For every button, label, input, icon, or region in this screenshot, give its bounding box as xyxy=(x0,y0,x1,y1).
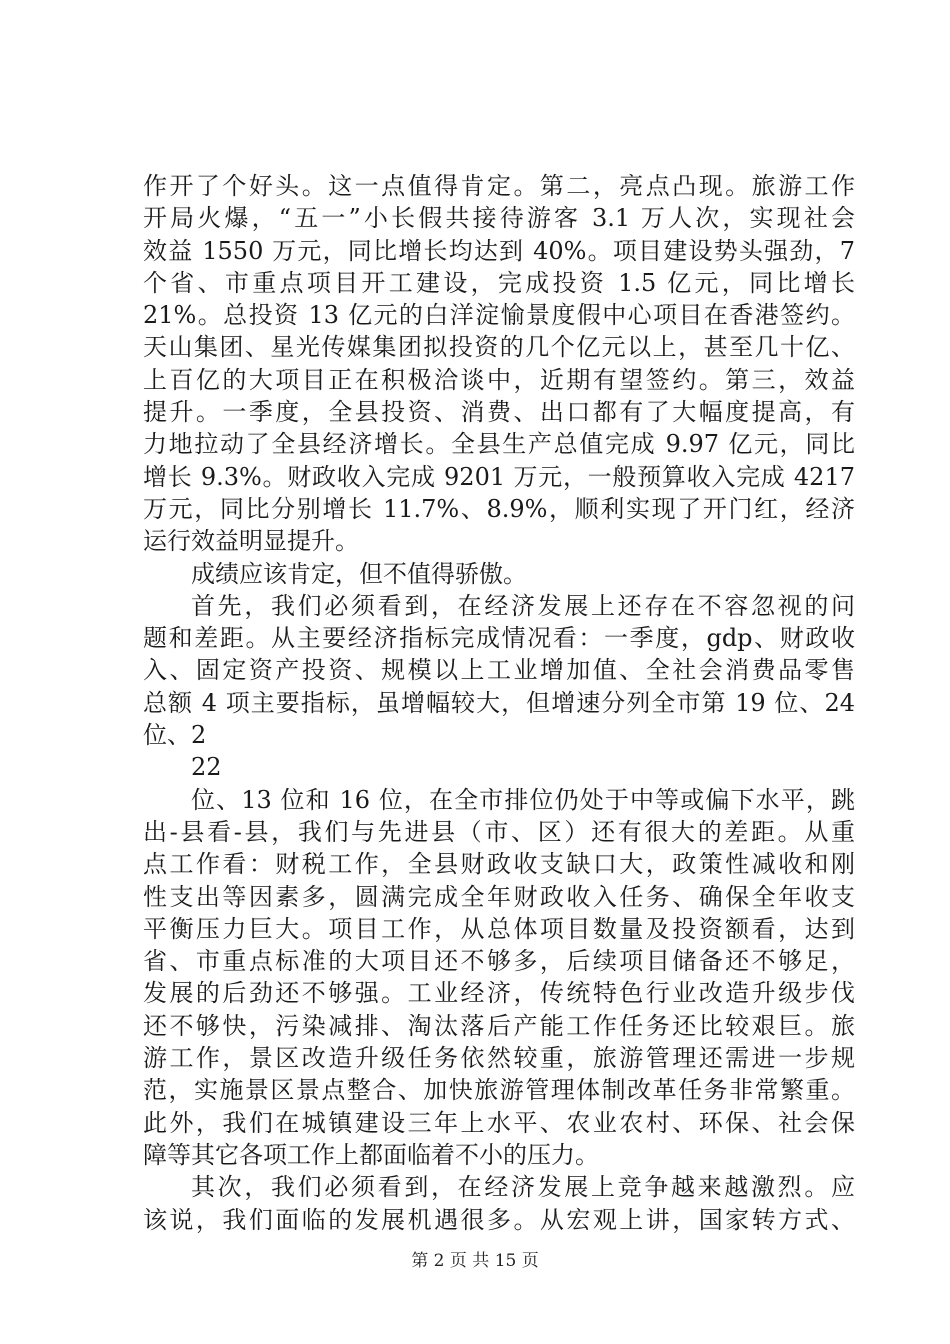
text-line: 范，实施景区景点整合、加快旅游管理体制改革任务非常繁重。 xyxy=(143,1076,855,1105)
text-line: 提升。一季度，全县投资、消费、出口都有了大幅度提高，有 xyxy=(143,398,855,427)
text-line: 成绩应该肯定，但不值得骄傲。 xyxy=(191,559,527,588)
text-line: 点工作看：财税工作，全县财政收支缺口大，政策性减收和刚 xyxy=(143,850,855,879)
text-line: 游工作，景区改造升级任务依然较重，旅游管理还需进一步规 xyxy=(143,1044,855,1073)
text-line: 个省、市重点项目开工建设，完成投资 1.5 亿元，同比增长 xyxy=(143,268,855,297)
text-line: 21%。总投资 13 亿元的白洋淀愉景度假中心项目在香港签约。 xyxy=(143,301,855,330)
text-line: 力地拉动了全县经济增长。全县生产总值完成 9.97 亿元，同比 xyxy=(143,430,855,459)
text-line: 位、13 位和 16 位，在全市排位仍处于中等或偏下水平，跳 xyxy=(191,785,855,814)
text-line: 障等其它各项工作上都面临着不小的压力。 xyxy=(143,1140,599,1169)
text-line: 出-县看-县，我们与先进县（市、区）还有很大的差距。从重 xyxy=(143,817,855,846)
text-line: 其次，我们必须看到，在经济发展上竞争越来越激烈。应 xyxy=(191,1173,855,1202)
text-line: 增长 9.3%。财政收入完成 9201 万元，一般预算收入完成 4217 xyxy=(143,462,855,491)
text-line: 此外，我们在城镇建设三年上水平、农业农村、环保、社会保 xyxy=(143,1108,855,1137)
text-line: 还不够快，污染减排、淘汰落后产能工作任务还比较艰巨。旅 xyxy=(143,1011,855,1040)
page-footer: 第 2 页 共 15 页 xyxy=(411,1251,539,1271)
text-line: 位、2 xyxy=(143,721,207,750)
text-line: 作开了个好头。这一点值得肯定。第二，亮点凸现。旅游工作 xyxy=(143,172,855,200)
text-line: 开局火爆，“五一”小长假共接待游客 3.1 万人次，实现社会 xyxy=(143,204,855,233)
text-line: 省、市重点标准的大项目还不够多，后续项目储备还不够足， xyxy=(143,947,855,976)
text-line: 22 xyxy=(191,753,222,782)
text-line: 发展的后劲还不够强。工业经济，传统特色行业改造升级步伐 xyxy=(143,979,855,1008)
text-line: 题和差距。从主要经济指标完成情况看：一季度，gdp、财政收 xyxy=(143,624,855,653)
text-line: 万元，同比分别增长 11.7%、8.9%，顺利实现了开门红，经济 xyxy=(143,494,855,523)
text-line: 上百亿的大项目正在积极洽谈中，近期有望签约。第三，效益 xyxy=(143,365,855,394)
body-text xyxy=(143,170,855,1236)
text-line: 平衡压力巨大。项目工作，从总体项目数量及投资额看，达到 xyxy=(143,914,855,943)
text-line: 入、固定资产投资、规模以上工业增加值、全社会消费品零售 xyxy=(143,656,855,685)
text-line: 该说，我们面临的发展机遇很多。从宏观上讲，国家转方式、 xyxy=(143,1205,855,1234)
text-line: 运行效益明显提升。 xyxy=(143,527,359,556)
text-line: 总额 4 项主要指标，虽增幅较大，但增速分列全市第 19 位、24 xyxy=(143,688,855,717)
text-line: 首先，我们必须看到，在经济发展上还存在不容忽视的问 xyxy=(191,591,855,620)
text-line: 性支出等因素多，圆满完成全年财政收入任务、确保全年收支 xyxy=(143,882,855,911)
text-line: 天山集团、星光传媒集团拟投资的几个亿元以上，甚至几十亿、 xyxy=(143,333,855,362)
text-line: 效益 1550 万元，同比增长均达到 40%。项目建设势头强劲，7 xyxy=(143,236,855,265)
